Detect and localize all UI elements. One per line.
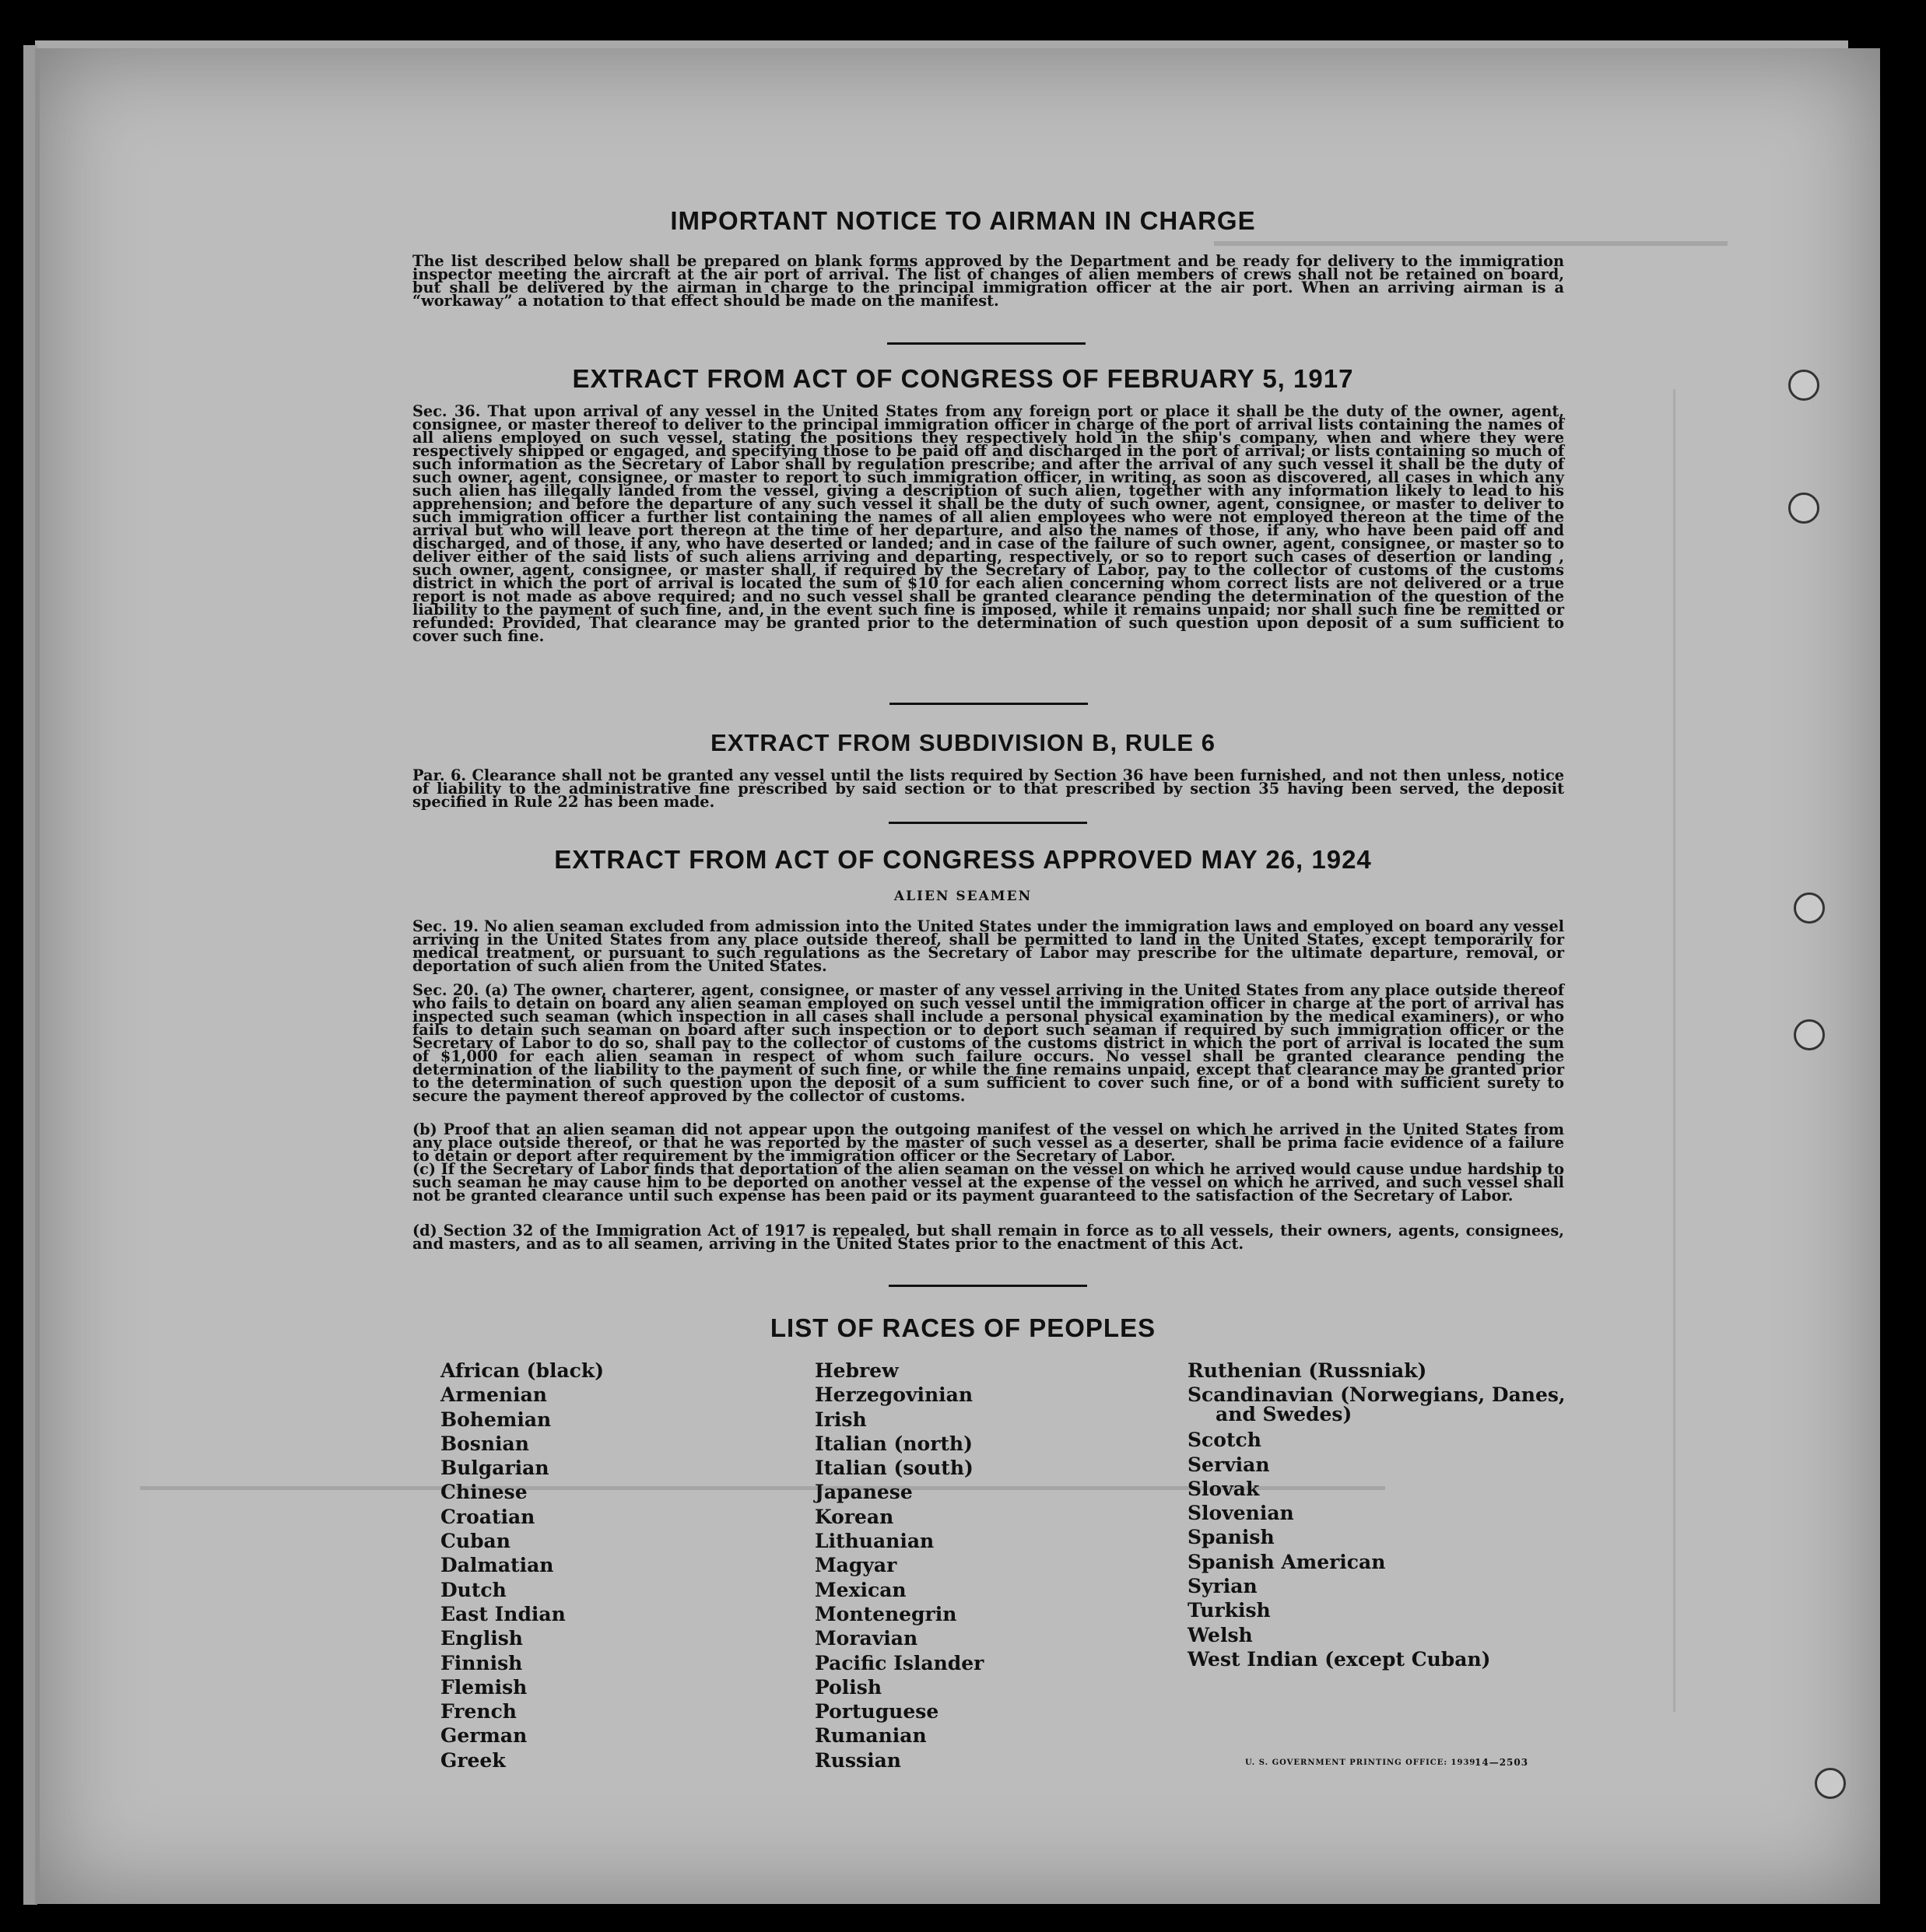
race-item: Mexican: [815, 1578, 907, 1601]
race-item: Greek: [440, 1748, 506, 1772]
rule-6-title: EXTRACT FROM SUBDIVISION B, RULE 6: [710, 729, 1216, 756]
race-item: West Indian (except Cuban): [1188, 1647, 1491, 1671]
act-1924-sec20a: Sec. 20. (a) The owner, charterer, agent, consignee, or master of any vessel arriving in the United States from any place outside thereof who fails to detain on board any alien seaman employed on such vessel until the immigration officer in charge at the port of arrival has inspected such seaman (which inspection in all cases shall include a personal physical examination by the medical examiners), or who fails to detain such seaman on board after such inspection or to deport such seaman if required by such immigration officer or the Secretary of Labor to do so, shall pay to the collector of customs of the customs district in which the port of arrival is located the sum of $1,000 for each alien seaman in respect of whom such failure occurs. No vessel shall be granted clearance pending the determination of the liability to the payment of such fine, or while the fine remains unpaid, except that clearance may be granted prior to the determination of such question upon the deposit of a sum sufficient to cover such fine, or of a bond with sufficient surety to secure the payment thereof approved by the collector of customs.: [412, 981, 1564, 1105]
divider: [889, 703, 1088, 705]
bleed-through-box: [1673, 389, 1808, 1712]
race-item: Portuguese: [815, 1700, 939, 1723]
race-item: Magyar: [815, 1554, 897, 1577]
race-item: Chinese: [440, 1481, 528, 1504]
notice-title: IMPORTANT NOTICE TO AIRMAN IN CHARGE: [670, 206, 1256, 235]
divider: [887, 342, 1086, 345]
race-item: Pacific Islander: [815, 1651, 984, 1674]
race-item: Hebrew: [815, 1359, 899, 1382]
race-item: Slovenian: [1188, 1502, 1294, 1525]
act-1924-sec20b: (b) Proof that an alien seaman did not appear upon the outgoing manifest of the vessel on which he arrived in the United States from any place outside thereof, or that he was reported by the master of such vessel as a deserter, shall be prima facie evidence of a failure to detain or deport after requirement by the immigration officer or the Secretary of Labor.: [412, 1120, 1564, 1165]
race-item: Japanese: [815, 1481, 913, 1504]
race-item: Italian (north): [815, 1432, 973, 1455]
race-item: Herzegovinian: [815, 1383, 974, 1407]
race-item: Spanish American: [1188, 1550, 1386, 1573]
race-item: African (black): [440, 1359, 605, 1382]
race-item: Korean: [815, 1505, 894, 1528]
race-item: Dutch: [440, 1578, 507, 1601]
race-item: Croatian: [440, 1505, 535, 1528]
printer-imprint: U. S. GOVERNMENT PRINTING OFFICE: 1939: [1245, 1758, 1476, 1767]
race-item: German: [440, 1724, 528, 1748]
act-1924-sec20c: (c) If the Secretary of Labor finds that deportation of the alien seaman on the vessel on which he arrived would cause undue hardship to such seaman he may cause him to be deported on another vessel at the expense of the vessel on which he arrived, and such vessel shall not be granted clearance until such expense has been paid or its payment guaranteed to the satisfaction of the Secretary of Labor.: [412, 1160, 1564, 1204]
race-item-continuation: and Swedes): [1216, 1403, 1352, 1426]
notice-body: The list described below shall be prepared on blank forms approved by the Department and be ready for delivery to the immigration inspector meeting the aircraft at the air port of arrival. The list of changes of alien members of crews shall not be retained on board, but shall be delivered by the airman in charge to the principal immigration officer at the air port. When an arriving airman is a “workaway” a notation to that effect should be made on the manifest.: [412, 252, 1564, 310]
punch-hole: [1794, 892, 1825, 924]
act-1917-body: Sec. 36. That upon arrival of any vessel in the United States from any foreign port or place it shall be the duty of the owner, agent, consignee, or master thereof to deliver to the principal immigration officer in charge of the port of arrival lists containing the names of all aliens employed on such vessel, stating the positions they respectively hold in the ship's company, when and where they were respectively shipped or engaged, and specifying those to be paid off and discharged in the port of arrival; or lists containing so much of such information as the Secretary of Labor shall by regulation prescribe; and after the arrival of any such vessel it shall be the duty of such owner, agent, consignee, or master to report to such immigration officer, in writing, as soon as discovered, all cases in which any such alien has illegally landed from the vessel, giving a description of such alien, together with any information likely to lead to his apprehension; and before the departure of any such vessel it shall be the duty of such owner, agent, consignee, or master to deliver to such immigration officer a further list containing the names of all alien employees who were not employed thereon at the time of the arrival but who will leave port thereon at the time of her departure, and also the names of those, if any, who have been paid off and discharged, and of those, if any, who have deserted or landed; and in case of the failure of such owner, agent, consignee, or master so to deliver either of the said lists of such aliens arriving and departing, respectively, or so to report such cases of desertion or landing , such owner, agent, consignee, or master shall, if required by the Secretary of Labor, pay to the collector of customs of the customs district in which the port of arrival is located the sum of $10 for each alien concerning whom correct lists are not delivered or a true report is not made as above required; and no such vessel shall be granted clearance pending the determination of the question of the liability to the payment of such fine, and, in the event such fine is imposed, while it remains unpaid; nor shall such fine be remitted or refunded: Provided, That clearance may be granted prior to the determination of such question upon deposit of a sum sufficient to cover such fine.: [412, 402, 1564, 645]
punch-hole: [1788, 370, 1819, 401]
race-item: Cuban: [440, 1530, 510, 1553]
race-item: Syrian: [1188, 1575, 1258, 1598]
form-number: 14—2503: [1475, 1757, 1529, 1768]
race-item: Welsh: [1188, 1623, 1253, 1646]
race-item: Bosnian: [440, 1432, 529, 1455]
punch-hole: [1815, 1768, 1846, 1799]
race-item: Armenian: [440, 1383, 547, 1407]
race-item: Scandinavian (Norwegians, Danes,: [1188, 1383, 1566, 1407]
race-item: Moravian: [815, 1627, 918, 1650]
race-item: Dalmatian: [440, 1554, 554, 1577]
race-item: Montenegrin: [815, 1602, 957, 1625]
race-item: Polish: [815, 1675, 882, 1699]
alien-seamen-subtitle: ALIEN SEAMEN: [893, 889, 1033, 904]
punch-hole: [1794, 1019, 1825, 1050]
act-1924-sec20d: (d) Section 32 of the Immigration Act of 1917 is repealed, but shall remain in force as to all vessels, their owners, agents, consignees, and masters, and as to all seamen, arriving in the United States prior to the enactment of this Act.: [412, 1222, 1564, 1253]
race-item: Turkish: [1188, 1599, 1271, 1622]
races-title: LIST OF RACES OF PEOPLES: [770, 1313, 1156, 1342]
race-item: Scotch: [1188, 1429, 1261, 1452]
divider: [889, 822, 1087, 824]
act-1917-title: EXTRACT FROM ACT OF CONGRESS OF FEBRUARY 5, 1917: [572, 364, 1354, 393]
race-item: Lithuanian: [815, 1530, 935, 1553]
races-column-1: [440, 1359, 604, 1772]
races-column-2: [815, 1359, 984, 1772]
act-1924-sec19: Sec. 19. No alien seaman excluded from admission into the United States under the immigration laws and employed on board any vessel arriving in the United States from any place outside thereof, shall be permitted to land in the United States, except temporarily for medical treatment, or pursuant to such regulations as the Secretary of Labor may prescribe for the ultimate departure, removal, or deportation of such alien from the United States.: [412, 917, 1564, 975]
race-item: Russian: [815, 1748, 901, 1772]
race-item: Ruthenian (Russniak): [1188, 1359, 1427, 1382]
rule-6-body: Par. 6. Clearance shall not be granted any vessel until the lists required by Section 36 have been furnished, and not then unless, notice of liability to the administrative fine prescribed by said section or to that prescribed by section 35 having been served, the deposit specified in Rule 22 has been made.: [412, 766, 1564, 811]
races-column-3: [1188, 1359, 1566, 1671]
race-item: Slovak: [1188, 1477, 1260, 1500]
race-item: English: [440, 1627, 523, 1650]
act-1924-title: EXTRACT FROM ACT OF CONGRESS APPROVED MAY 26, 1924: [554, 845, 1372, 874]
punch-hole: [1788, 493, 1819, 524]
race-item: Servian: [1188, 1453, 1270, 1476]
race-item: Flemish: [440, 1675, 528, 1699]
race-item: Bulgarian: [440, 1457, 549, 1480]
race-item: Italian (south): [815, 1457, 974, 1480]
race-item: French: [440, 1700, 517, 1723]
divider: [889, 1285, 1087, 1287]
race-item: Bohemian: [440, 1408, 552, 1431]
race-item: Spanish: [1188, 1526, 1275, 1549]
race-item: East Indian: [440, 1602, 566, 1625]
race-item: Finnish: [440, 1651, 523, 1674]
race-item: Rumanian: [815, 1724, 927, 1748]
race-item: Irish: [815, 1408, 867, 1431]
